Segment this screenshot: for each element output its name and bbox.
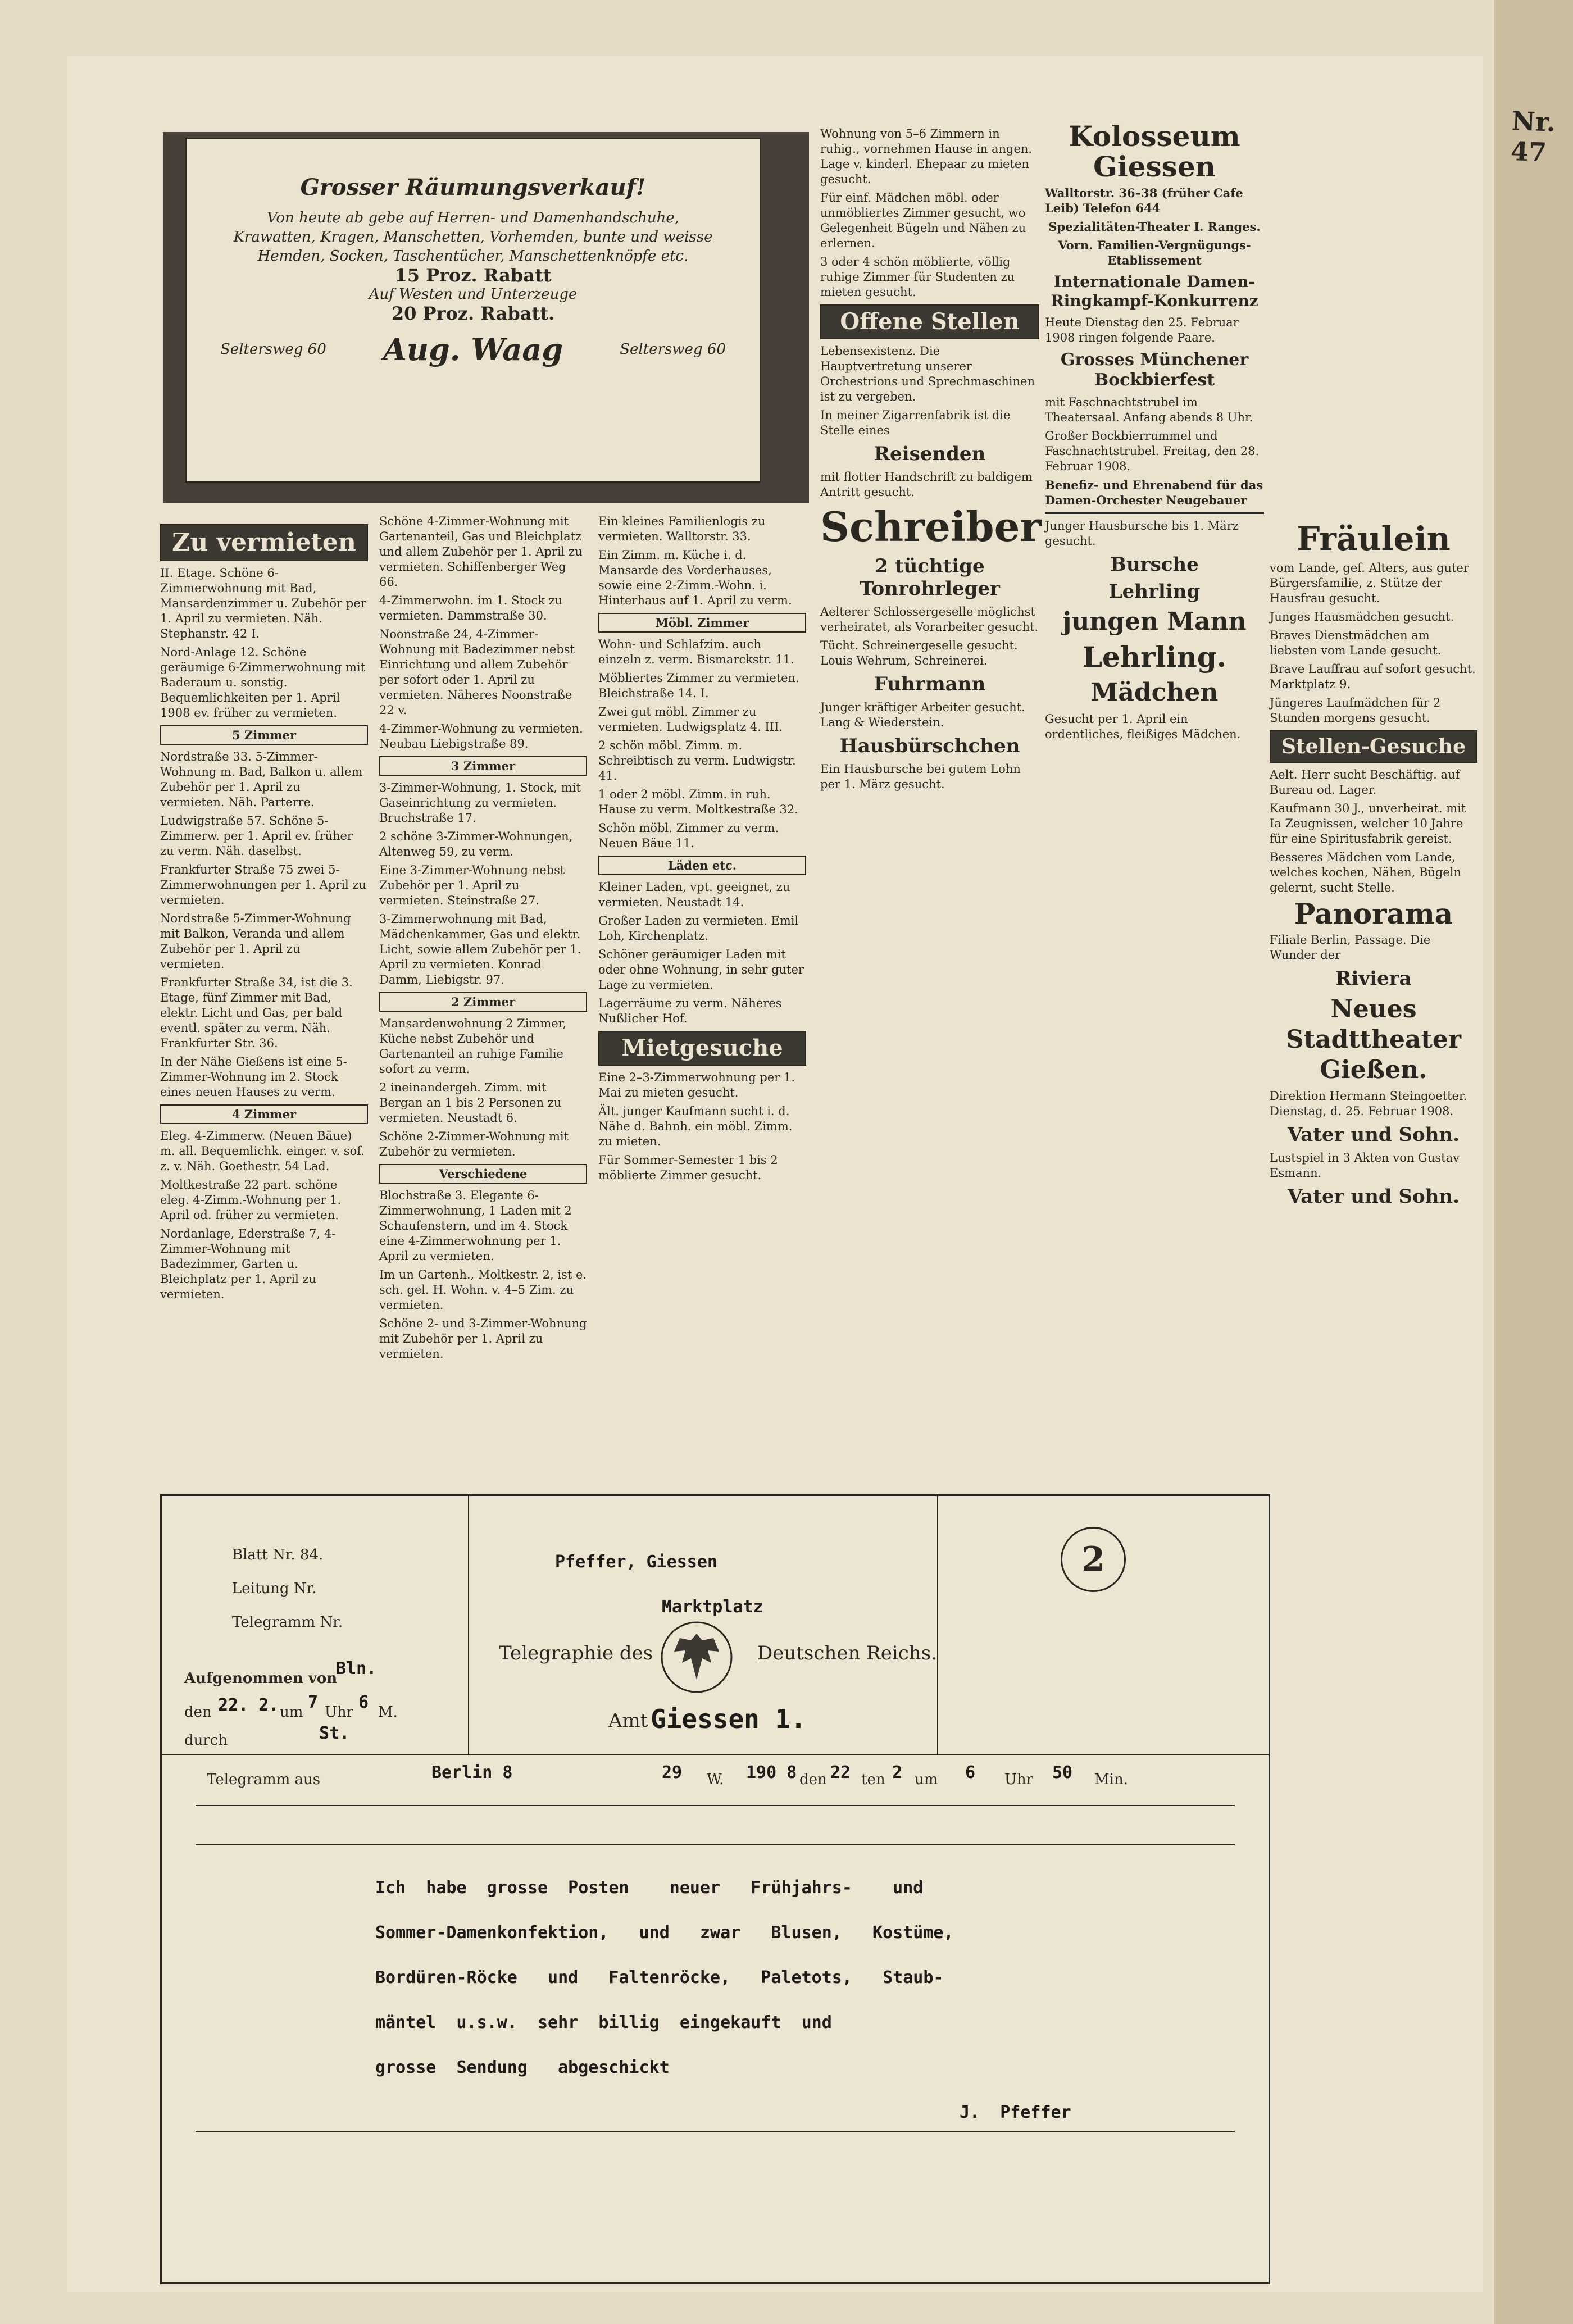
subheader-verschiedene: Verschiedene — [379, 1164, 587, 1184]
recipient-address: Marktplatz — [662, 1597, 763, 1617]
subheader-3-zimmer: 3 Zimmer — [379, 756, 587, 776]
listing: Frankfurter Straße 75 zwei 5-Zimmerwohnungen per 1. April zu vermieten. — [160, 863, 367, 907]
listing: Direktion Hermann Steingoetter. Dienstag, d. 25. Februar 1908. — [1270, 1089, 1467, 1118]
listing: 3-Zimmer-Wohnung, 1. Stock, mit Gaseinrichtung zu vermieten. Bruchstraße 17. — [379, 781, 581, 825]
stadttheater-title: Neues Stadttheater Gießen. — [1285, 995, 1462, 1084]
um-label-2: um — [915, 1771, 938, 1788]
listing: Nordstraße 5-Zimmer-Wohnung mit Balkon, Veranda und allem Zubehör per 1. April zu vermieten. — [160, 912, 351, 971]
listing: Ein Hausbursche bei gutem Lohn per 1. März gesucht. — [820, 762, 1021, 791]
min-label: Min. — [1094, 1771, 1128, 1788]
section-header-offene-stellen: Offene Stellen — [820, 304, 1039, 339]
w-label: W. — [707, 1771, 724, 1788]
column-3 — [598, 514, 806, 1186]
listing: Aelt. Herr sucht Beschäftig. auf Bureau od. Lager. — [1270, 768, 1460, 797]
message-line-2: Sommer-Damenkonfektion, und zwar Blusen, Kostüme, — [375, 1923, 954, 1943]
listing: 4-Zimmerwohn. im 1. Stock zu vermieten. Dammstraße 30. — [379, 594, 563, 622]
play-title: Vater und Sohn. — [1288, 1124, 1460, 1146]
listing: Schön möbl. Zimmer zu verm. Neuen Bäue 11. — [598, 821, 779, 850]
listing: Nordanlage, Ederstraße 7, 4-Zimmer-Wohnung mit Badezimmer, Garten u. Bleichplatz per 1. April zu vermieten. — [160, 1227, 336, 1301]
listing: Im un Gartenh., Moltkestr. 2, ist e. sch. gel. H. Wohn. v. 4–5 Zim. zu vermieten. — [379, 1268, 587, 1312]
kolosseum-title: Kolosseum Giessen — [1069, 120, 1240, 183]
ad-fraeulein: Fräulein — [1297, 520, 1451, 558]
date-label: den — [799, 1771, 827, 1788]
subheader-5-zimmer: 5 Zimmer — [160, 725, 368, 745]
listing: Filiale Berlin, Passage. Die Wunder der — [1270, 933, 1431, 962]
listing: Lagerräume zu verm. Näheres Nußlicher Hof. — [598, 997, 782, 1025]
listing: 2 schöne 3-Zimmer-Wohnungen, Altenweg 59, zu verm. — [379, 830, 573, 858]
ad-rabatt-20: 20 Proz. Rabatt. — [391, 303, 555, 324]
listing: Eine 2–3-Zimmerwohnung per 1. Mai zu mieten gesucht. — [598, 1071, 795, 1099]
ad-hausbuerschchen: Hausbürschchen — [839, 735, 1020, 757]
leitung-label: Leitung Nr. — [232, 1580, 317, 1597]
next-page-number: Nr. 47 — [1510, 106, 1556, 168]
section-header-mietgesuche: Mietgesuche — [598, 1031, 806, 1066]
column-5 — [1045, 118, 1264, 745]
listing: Noonstraße 24, 4-Zimmer-Wohnung mit Badezimmer nebst Einrichtung und allem Zubehör per sofort oder 1. April zu vermieten. Näheres Noonstraße 22 v. — [379, 627, 575, 717]
listing: II. Etage. Schöne 6-Zimmerwohnung mit Bad, Mansardenzimmer u. Zubehör per 1. April zu vermieten. Näh. Stephanstr. 42 I. — [160, 566, 366, 640]
ad-lehrling-2: Lehrling. — [1082, 640, 1227, 674]
listing: Mansardenwohnung 2 Zimmer, Küche nebst Zubehör und Gartenanteil an ruhige Familie sofort zu verm. — [379, 1017, 567, 1076]
listing: Brave Lauffrau auf sofort gesucht. Marktplatz 9. — [1270, 662, 1476, 691]
listing: Lustspiel in 3 Akten von Gustav Esmann. — [1270, 1151, 1460, 1180]
message-line-1: Ich habe grosse Posten neuer Frühjahrs- und — [375, 1878, 924, 1898]
subheader-2-zimmer: 2 Zimmer — [379, 992, 587, 1012]
listing: Nord-Anlage 12. Schöne geräumige 6-Zimmerwohnung mit Baderaum u. sonstig. Bequemlichkeiten per 1. April 1908 ev. früher zu vermieten. — [160, 645, 366, 720]
listing: Eleg. 4-Zimmerw. (Neuen Bäue) m. all. Bequemlichk. einger. v. sof. z. v. Näh. Goethestr. 54 Lad. — [160, 1129, 365, 1173]
ad-schreiber: Schreiber — [820, 503, 1042, 551]
listing: Schöner geräumiger Laden mit oder ohne Wohnung, in sehr guter Lage zu vermieten. — [598, 948, 804, 992]
telegram-form — [160, 1494, 1270, 2284]
hour-value: 6 — [965, 1763, 976, 1782]
listing: Ält. junger Kaufmann sucht i. d. Nähe d. Bahnh. ein möbl. Zimm. zu mieten. — [598, 1104, 793, 1148]
ad-jungen-mann: jungen Mann — [1062, 607, 1247, 636]
binding-edge — [1494, 0, 1573, 2324]
raeumungsverkauf-ad — [163, 132, 809, 503]
listing: Großer Laden zu vermieten. Emil Loh, Kirchenplatz. — [598, 914, 799, 943]
section-header-zu-vermieten: Zu vermieten — [160, 524, 368, 561]
form-line — [196, 1805, 1235, 1806]
ad-inner — [185, 138, 761, 483]
column-1 — [160, 520, 368, 1306]
listing: Gesucht per 1. April ein ordentliches, fleißiges Mädchen. — [1045, 712, 1241, 741]
origin-value: Berlin 8 — [431, 1763, 513, 1782]
play-title-2: Vater und Sohn. — [1288, 1185, 1460, 1208]
ad-address-right: Seltersweg 60 — [620, 341, 726, 358]
listing: Nordstraße 33. 5-Zimmer-Wohnung m. Bad, Balkon u. allem Zubehör per 1. April zu vermieten. Näh. Parterre. — [160, 750, 363, 809]
den-value: 22. 2. — [218, 1695, 279, 1715]
ad-panorama: Panorama — [1294, 897, 1453, 930]
imperial-eagle-icon — [657, 1618, 736, 1697]
listing: Schöne 2- und 3-Zimmer-Wohnung mit Zubehör per 1. April zu vermieten. — [379, 1317, 587, 1361]
listing: Ludwigstraße 57. Schöne 5-Zimmerw. per 1. April ev. früher zu verm. Näh. daselbst. — [160, 814, 353, 858]
listing: Moltkestraße 22 part. schöne eleg. 4-Zimm.-Wohnung per 1. April od. früher zu vermieten. — [160, 1178, 342, 1222]
listing: mit Faschnachtstrubel im Theatersaal. Anfang abends 8 Uhr. — [1045, 395, 1253, 424]
listing: Frankfurter Straße 34, ist die 3. Etage, fünf Zimmer mit Bad, elektr. Licht und Gas, per bald eventl. später zu verm. Näh. Frankfurter Str. 36. — [160, 976, 353, 1050]
listing: Braves Dienstmädchen am liebsten vom Lande gesucht. — [1270, 629, 1442, 657]
listing: mit flotter Handschrift zu baldigem Antritt gesucht. — [820, 470, 1033, 499]
telegramm-nr-label: Telegramm Nr. — [232, 1614, 343, 1631]
minute-value: 50 — [1052, 1763, 1073, 1782]
listing: Heute Dienstag den 25. Februar 1908 ringen folgende Paare. — [1045, 316, 1239, 344]
column-2 — [379, 514, 587, 1365]
listing: Großer Bockbierrummel und Faschnachtstrubel. Freitag, den 28. Februar 1908. — [1045, 429, 1260, 473]
listing: Kleiner Laden, vpt. geeignet, zu vermieten. Neustadt 14. — [598, 880, 790, 909]
telegramm-aus-label: Telegramm aus — [207, 1771, 321, 1788]
form-divider — [937, 1496, 938, 1754]
listing: Für einf. Mädchen möbl. oder unmöbliertes Zimmer gesucht, wo Gelegenheit Bügeln und Nähen zu erlernen. — [820, 191, 1026, 250]
section-header-stellen-gesuche: Stellen-Gesuche — [1270, 730, 1477, 763]
bockbierfest-heading: Grosses Münchener Bockbierfest — [1060, 350, 1249, 390]
uhr-value: 6 — [358, 1693, 369, 1712]
listing: Für Sommer-Semester 1 bis 2 möblierte Zimmer gesucht. — [598, 1153, 778, 1182]
ad-address-left: Seltersweg 60 — [220, 341, 326, 358]
listing: 2 ineinandergeh. Zimm. mit Bergan an 1 bis 2 Personen zu vermieten. Neustadt 6. — [379, 1081, 562, 1125]
listing: Wohn- und Schlafzim. auch einzeln z. verm. Bismarckstr. 11. — [598, 638, 794, 666]
amt-label: Amt — [608, 1709, 648, 1732]
aufgenommen-value: Bln. — [336, 1659, 377, 1679]
form-line — [196, 2131, 1235, 2132]
listing: Eine 3-Zimmer-Wohnung nebst Zubehör per 1. April zu vermieten. Steinstraße 27. — [379, 863, 565, 907]
divider — [1045, 512, 1264, 514]
year-value: 190 8 — [746, 1763, 797, 1782]
listing: Tücht. Schreinergeselle gesucht. Louis Wehrum, Schreinerei. — [820, 639, 1018, 667]
column-6 — [1270, 517, 1477, 1212]
listing: Jüngeres Laufmädchen für 2 Stunden morgens gesucht. — [1270, 696, 1441, 725]
subheader-4-zimmer: 4 Zimmer — [160, 1104, 368, 1124]
message-line-4: mäntel u.s.w. sehr billig eingekauft und — [375, 2013, 832, 2032]
listing: Wohnung von 5–6 Zimmern in ruhig., vornehmen Hause in angen. Lage v. kinderl. Ehepaar zu mieten gesucht. — [820, 127, 1033, 186]
kolosseum-address: Walltorstr. 36–38 (früher Cafe Leib) Telefon 644 — [1045, 186, 1243, 215]
listing: 1 oder 2 möbl. Zimm. in ruh. Hause zu verm. Moltkestraße 32. — [598, 788, 798, 816]
uhr-label: Uhr — [325, 1704, 354, 1721]
ad-maedchen: Mädchen — [1090, 678, 1219, 707]
signature: J. Pfeffer — [960, 2103, 1071, 2122]
telegraphie-label-right: Deutschen Reichs. — [757, 1642, 937, 1664]
word-count-value: 29 — [662, 1763, 683, 1782]
listing: Ein kleines Familienlogis zu vermieten. Walltorstr. 33. — [598, 515, 766, 543]
listing: 4-Zimmer-Wohnung zu vermieten. Neubau Liebigstraße 89. — [379, 722, 583, 751]
listing: Lebensexistenz. Die Hauptvertretung unserer Orchestrions und Sprechmaschinen ist zu vergeben. — [820, 344, 1035, 403]
month-value: 2 — [892, 1763, 903, 1782]
form-divider — [162, 1754, 1269, 1755]
listing: Schöne 2-Zimmer-Wohnung mit Zubehör zu vermieten. — [379, 1130, 569, 1158]
durch-label: durch — [184, 1732, 228, 1749]
kolosseum-line: Vorn. Familien-Vergnügungs-Etablissement — [1058, 238, 1251, 267]
listing: Ein Zimm. m. Küche i. d. Mansarde des Vorderhauses, sowie eine 2-Zimm.-Wohn. i. Hinterhaus auf 1. April zu verm. — [598, 548, 792, 607]
listing: Blochstraße 3. Elegante 6-Zimmerwohnung, 1 Laden mit 2 Schaufenstern, und im 4. Stock eine 4-Zimmerwohnung per 1. April zu vermieten. — [379, 1189, 572, 1263]
column-4 — [820, 126, 1042, 795]
listing: 2 schön möbl. Zimm. m. Schreibtisch zu verm. Ludwigstr. 41. — [598, 739, 796, 783]
date-value: 22 — [830, 1763, 851, 1782]
um-value: 7 — [308, 1693, 319, 1712]
listing: Junges Hausmädchen gesucht. — [1270, 610, 1454, 624]
subheader-laeden: Läden etc. — [598, 856, 806, 875]
ad-text: Von heute ab gebe auf Herren- und Damenhandschuhe, Krawatten, Kragen, Manschetten, Vorhemden, bunte und weisse Hemden, Socken, Taschentücher, Manschettenknöpfe etc. — [233, 210, 713, 265]
ringkampf-heading: Internationale Damen-Ringkampf-Konkurrenz — [1051, 272, 1258, 310]
ad-riviera: Riviera — [1335, 967, 1412, 990]
listing: Zwei gut möbl. Zimmer zu vermieten. Ludwigsplatz 4. III. — [598, 705, 783, 734]
aufgenommen-label: Aufgenommen von — [184, 1670, 338, 1687]
message-line-3: Bordüren-Röcke und Faltenröcke, Paletots, Staub- — [375, 1968, 944, 1988]
den-label: den — [184, 1704, 212, 1721]
listing: In meiner Zigarrenfabrik ist die Stelle eines — [820, 408, 1011, 437]
um-label: um — [280, 1704, 303, 1721]
listing: Junger Hausbursche bis 1. März gesucht. — [1045, 519, 1239, 548]
listing: In der Nähe Gießens ist eine 5-Zimmer-Wohnung im 2. Stock eines neuen Hauses zu verm. — [160, 1055, 347, 1099]
listing: Benefiz- und Ehrenabend für das Damen-Orchester Neugebauer — [1045, 478, 1263, 507]
listing: Besseres Mädchen vom Lande, welches kochen, Nähen, Bügeln gelernt, sucht Stelle. — [1270, 851, 1462, 894]
listing: vom Lande, gef. Alters, aus guter Bürgersfamilie, z. Stütze der Hausfrau gesucht. — [1270, 561, 1469, 605]
listing: Aelterer Schlossergeselle möglichst verheiratet, als Vorarbeiter gesucht. — [820, 605, 1039, 634]
office-stamp: 2 — [1061, 1527, 1126, 1592]
m-label: M. — [378, 1704, 398, 1721]
ad-name: Aug. Waag — [383, 331, 563, 367]
listing: 3-Zimmerwohnung mit Bad, Mädchenkammer, Gas und elektr. Licht, sowie allem Zubehör per 1. April zu vermieten. Konrad Damm, Liebigstr. 97. — [379, 912, 581, 986]
form-line — [196, 1844, 1235, 1845]
durch-value: St. — [319, 1723, 350, 1743]
listing: Möbliertes Zimmer zu vermieten. Bleichstraße 14. I. — [598, 671, 799, 700]
telegraphie-label-left: Telegraphie des — [499, 1642, 653, 1664]
listing: Schöne 4-Zimmer-Wohnung mit Gartenanteil, Gas und Bleichplatz und allem Zubehör per 1. April zu vermieten. Schiffenberger Weg 66. — [379, 515, 583, 589]
ad-rabatt-15: 15 Proz. Rabatt — [394, 265, 552, 286]
uhr-label-2: Uhr — [1004, 1771, 1034, 1788]
recipient-name: Pfeffer, Giessen — [555, 1552, 717, 1572]
ad-tonrohrleger: 2 tüchtige Tonrohrleger — [860, 555, 1000, 600]
amt-value: Giessen 1. — [651, 1704, 806, 1734]
ad-bursche: Bursche — [1110, 553, 1199, 576]
ad-lehrling: Lehrling — [1108, 580, 1201, 603]
message-line-5: grosse Sendung abgeschickt — [375, 2058, 670, 2077]
blatt-label: Blatt Nr. 84. — [232, 1547, 324, 1563]
listing: 3 oder 4 schön möblierte, völlig ruhige Zimmer für Studenten zu mieten gesucht. — [820, 255, 1015, 299]
subheader-moebl-zimmer: Möbl. Zimmer — [598, 613, 806, 633]
listing: Kaufmann 30 J., unverheirat. mit Ia Zeugnissen, welcher 10 Jahre für eine Spiritusfabrik gereist. — [1270, 802, 1466, 845]
ten-label: ten — [861, 1771, 885, 1788]
form-divider — [468, 1496, 469, 1754]
listing: Junger kräftiger Arbeiter gesucht. Lang & Wiederstein. — [820, 701, 1025, 729]
ad-westen: Auf Westen und Unterzeuge — [369, 286, 578, 303]
ad-title: Grosser Räumungsverkauf! — [300, 174, 646, 201]
kolosseum-subtitle: Spezialitäten-Theater I. Ranges. — [1048, 220, 1261, 234]
ad-reisenden: Reisenden — [874, 443, 986, 465]
ad-fuhrmann: Fuhrmann — [874, 673, 986, 695]
